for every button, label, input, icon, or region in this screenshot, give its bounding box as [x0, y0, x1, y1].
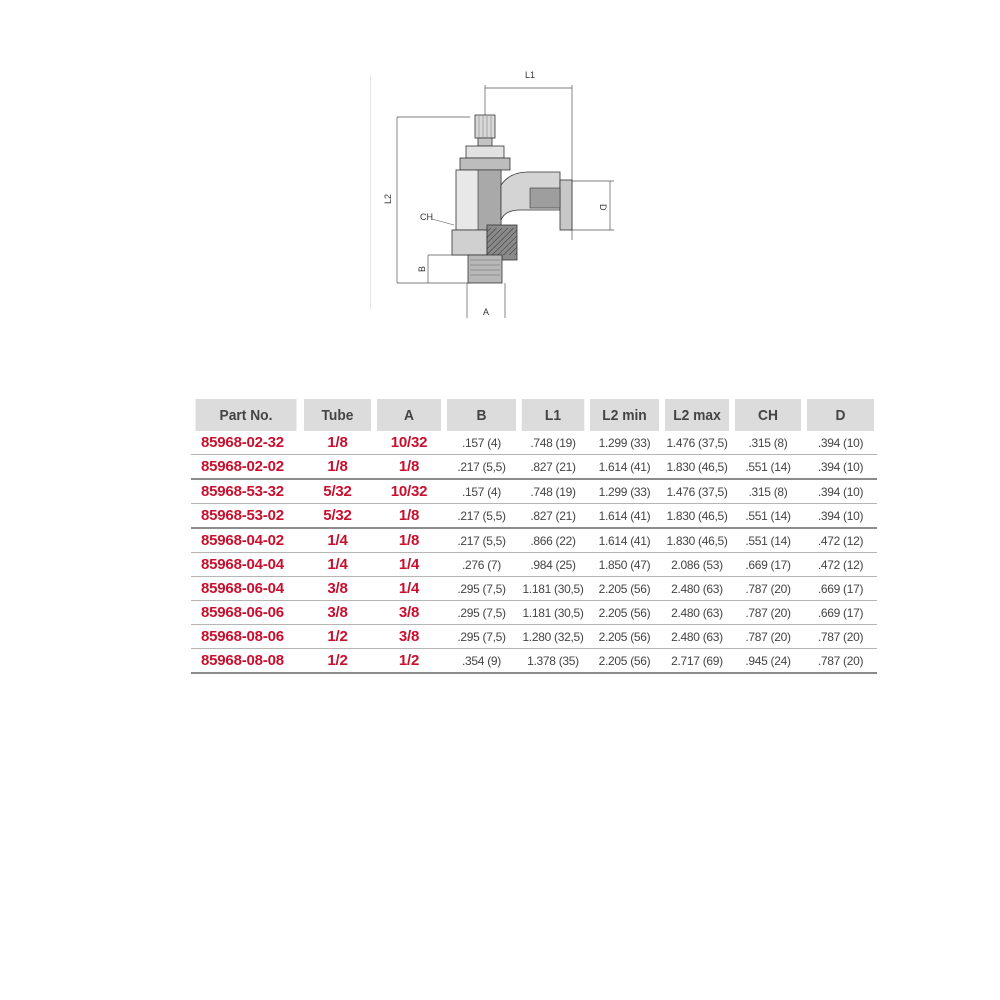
- part-number-cell: 85968-04-02: [191, 528, 301, 553]
- part-number-cell: 85968-08-06: [191, 625, 301, 649]
- part-number-cell: 85968-02-32: [191, 431, 301, 455]
- table-cell: .787 (20): [732, 577, 804, 601]
- table-cell: .669 (17): [804, 601, 877, 625]
- table-cell: .394 (10): [804, 479, 877, 504]
- table-row: [191, 553, 877, 577]
- table-cell: 1.299 (33): [587, 479, 662, 504]
- table-cell: .787 (20): [804, 649, 877, 674]
- table-cell: 1/2: [301, 625, 374, 649]
- table-cell: 1/4: [374, 553, 444, 577]
- table-cell: .669 (17): [732, 553, 804, 577]
- fitting-technical-drawing: [370, 60, 630, 325]
- table-row: [191, 577, 877, 601]
- table-cell: 3/8: [374, 601, 444, 625]
- part-specification-table: [191, 399, 877, 674]
- table-cell: .472 (12): [804, 528, 877, 553]
- table-cell: .827 (21): [519, 455, 587, 480]
- table-cell: .787 (20): [732, 625, 804, 649]
- ch-label: CH: [420, 212, 433, 222]
- table-cell: .295 (7,5): [444, 625, 519, 649]
- table-cell: 1.614 (41): [587, 504, 662, 529]
- table-cell: 2.480 (63): [662, 625, 732, 649]
- table-cell: .295 (7,5): [444, 577, 519, 601]
- table-cell: 2.205 (56): [587, 649, 662, 674]
- part-number-cell: 85968-04-04: [191, 553, 301, 577]
- table-row: [191, 625, 877, 649]
- table-cell: 1.476 (37,5): [662, 479, 732, 504]
- part-number-cell: 85968-53-02: [191, 504, 301, 529]
- table-cell: 2.717 (69): [662, 649, 732, 674]
- table-cell: 1/8: [374, 504, 444, 529]
- table-cell: 5/32: [301, 504, 374, 529]
- table-row: [191, 649, 877, 674]
- d-label: D: [598, 204, 608, 211]
- table-row: [191, 431, 877, 455]
- b-header: B: [447, 399, 516, 431]
- table-cell: .394 (10): [804, 455, 877, 480]
- table-cell: 2.086 (53): [662, 553, 732, 577]
- table-cell: 1/8: [301, 455, 374, 480]
- table-cell: .394 (10): [804, 431, 877, 455]
- table-row: [191, 479, 877, 504]
- table-cell: .551 (14): [732, 455, 804, 480]
- l2-min-header: L2 min: [590, 399, 659, 431]
- table-cell: 1/2: [374, 649, 444, 674]
- table-cell: .984 (25): [519, 553, 587, 577]
- table-cell: 3/8: [301, 601, 374, 625]
- table-cell: .217 (5,5): [444, 455, 519, 480]
- table-cell: 1/4: [301, 553, 374, 577]
- table-cell: 2.205 (56): [587, 625, 662, 649]
- fitting-diagram-svg: [370, 60, 630, 325]
- a-label: A: [483, 307, 490, 317]
- l2-label: L2: [383, 193, 393, 204]
- table-cell: .787 (20): [804, 625, 877, 649]
- ch-leader-line: [432, 219, 454, 225]
- part-number-cell: 85968-02-02: [191, 455, 301, 480]
- table-cell: 3/8: [374, 625, 444, 649]
- part-number-cell: 85968-06-06: [191, 601, 301, 625]
- part-number-cell: 85968-06-04: [191, 577, 301, 601]
- table-cell: 1.181 (30,5): [519, 601, 587, 625]
- table-cell: 1/8: [301, 431, 374, 455]
- table-row: [191, 601, 877, 625]
- part-number-cell: 85968-08-08: [191, 649, 301, 674]
- table-cell: .315 (8): [732, 479, 804, 504]
- part-number-cell: 85968-53-32: [191, 479, 301, 504]
- table-cell: .551 (14): [732, 528, 804, 553]
- table-cell: .217 (5,5): [444, 528, 519, 553]
- table-cell: 1.614 (41): [587, 528, 662, 553]
- table-cell: .827 (21): [519, 504, 587, 529]
- tube-header: Tube: [304, 399, 371, 431]
- table-cell: .157 (4): [444, 479, 519, 504]
- table-cell: .748 (19): [519, 431, 587, 455]
- table-cell: .945 (24): [732, 649, 804, 674]
- table-header: [191, 399, 877, 431]
- table-cell: .276 (7): [444, 553, 519, 577]
- table-cell: 1.830 (46,5): [662, 455, 732, 480]
- table-cell: 2.205 (56): [587, 577, 662, 601]
- table-body: [191, 431, 877, 673]
- table-row: [191, 504, 877, 529]
- table-cell: .472 (12): [804, 553, 877, 577]
- part-no-header: Part No.: [195, 399, 296, 431]
- table-cell: 1.299 (33): [587, 431, 662, 455]
- table-cell: 10/32: [374, 431, 444, 455]
- table-cell: 1.614 (41): [587, 455, 662, 480]
- table-cell: 1.280 (32,5): [519, 625, 587, 649]
- table-cell: 1.850 (47): [587, 553, 662, 577]
- table-cell: 1/8: [374, 455, 444, 480]
- table-row: [191, 455, 877, 480]
- table-cell: .787 (20): [732, 601, 804, 625]
- table-row: [191, 528, 877, 553]
- table-cell: 10/32: [374, 479, 444, 504]
- table-cell: .295 (7,5): [444, 601, 519, 625]
- l2-max-header: L2 max: [665, 399, 729, 431]
- header-row: [191, 399, 877, 431]
- table-cell: 1/4: [374, 577, 444, 601]
- l1-label: L1: [525, 70, 536, 80]
- table-cell: .866 (22): [519, 528, 587, 553]
- table-cell: .551 (14): [732, 504, 804, 529]
- table-cell: 3/8: [301, 577, 374, 601]
- ch-header: CH: [735, 399, 801, 431]
- table-cell: 1/4: [301, 528, 374, 553]
- d-header: D: [807, 399, 874, 431]
- table-cell: 5/32: [301, 479, 374, 504]
- fitting-body: [452, 115, 572, 283]
- table-cell: 1.476 (37,5): [662, 431, 732, 455]
- table-cell: 1/2: [301, 649, 374, 674]
- table-cell: 2.205 (56): [587, 601, 662, 625]
- table-cell: .315 (8): [732, 431, 804, 455]
- b-label: B: [417, 265, 427, 272]
- table-cell: 2.480 (63): [662, 601, 732, 625]
- l1-header: L1: [522, 399, 585, 431]
- table-cell: 1.830 (46,5): [662, 528, 732, 553]
- a-header: A: [377, 399, 441, 431]
- table-cell: .354 (9): [444, 649, 519, 674]
- table-cell: .217 (5,5): [444, 504, 519, 529]
- table-cell: .157 (4): [444, 431, 519, 455]
- table-cell: 1/8: [374, 528, 444, 553]
- table-cell: .748 (19): [519, 479, 587, 504]
- table-cell: 1.830 (46,5): [662, 504, 732, 529]
- table-cell: 2.480 (63): [662, 577, 732, 601]
- table-cell: 1.181 (30,5): [519, 577, 587, 601]
- table-cell: .394 (10): [804, 504, 877, 529]
- table-cell: .669 (17): [804, 577, 877, 601]
- table-cell: 1.378 (35): [519, 649, 587, 674]
